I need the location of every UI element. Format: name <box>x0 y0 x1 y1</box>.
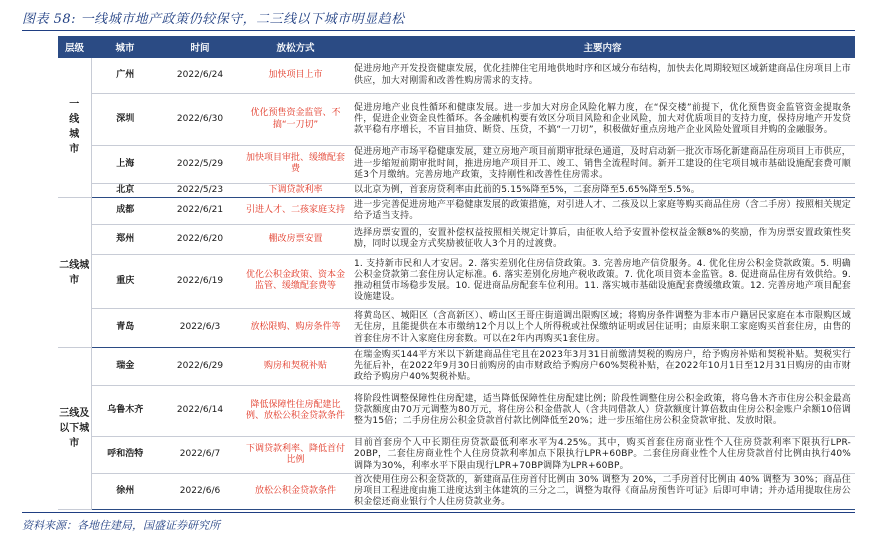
footer-rule <box>22 512 855 513</box>
table-row <box>58 225 855 254</box>
date-cell: 2022/6/14 <box>159 385 241 436</box>
method-cell: 优化公积金政策、资本金监管、缓缴配套费等 <box>241 254 350 308</box>
date-cell: 2022/6/29 <box>159 348 241 386</box>
date-cell: 2022/6/30 <box>159 94 241 146</box>
tier-cell <box>58 348 91 510</box>
policy-table <box>58 36 855 510</box>
table-row <box>58 308 855 348</box>
content-cell: 促进房地产开发投资健康发展，优化挂牌住宅用地供地时序和区域分布结构，加快去化周期较短区域新建商品住房项目上市供应，加大对刚需和改善性购房需求的支持。 <box>350 58 855 94</box>
date-cell: 2022/6/20 <box>159 225 241 254</box>
content-cell: 目前首套房个人中长期住房贷款最低利率水平为4.25%。其中，购买首套住房商业性个人住房贷款利率下限执行LPR-20BP，二套住房商业性个人住房贷款利率加点下限执行LPR+60BP。二套住房商业性个人住房贷款首付比例由执行40%调降为30%，利率水平下限由现行LPR+70BP调降为LPR+60BP。 <box>350 436 855 474</box>
city-cell: 成都 <box>91 197 159 224</box>
method-cell: 放松公积金贷款条件 <box>241 474 350 510</box>
date-cell: 2022/6/19 <box>159 254 241 308</box>
date-cell: 2022/6/3 <box>159 308 241 348</box>
table-row <box>58 474 855 510</box>
header-date: 时间 <box>159 36 241 58</box>
tier-cell <box>58 58 91 197</box>
city-cell: 郑州 <box>91 225 159 254</box>
date-cell: 2022/6/7 <box>159 436 241 474</box>
header-content: 主要内容 <box>350 36 855 58</box>
date-cell: 2022/5/23 <box>159 183 241 197</box>
policy-table-wrapper <box>58 36 855 510</box>
table-row <box>58 348 855 386</box>
table-row <box>58 94 855 146</box>
content-cell: 在瑞金购买144平方米以下新建商品住宅且在2023年3月31日前缴清契税的购房户，给予购房补贴和契税补贴。契税实行先征后补，在2022年9月30日前购房的由市财政给予购房户60%契税补贴，在2022年10月1日至12月31日购房的由市财政给予购房户40%契税补贴。 <box>350 348 855 386</box>
city-cell: 深圳 <box>91 94 159 146</box>
content-cell: 进一步完善促进房地产平稳健康发展的政策措施，对引进人才、二孩及以上家庭等购买商品住房（含二手房）按照相关规定给予适当支持。 <box>350 197 855 224</box>
table-row <box>58 254 855 308</box>
tier-label: 三线及以下城市 <box>59 408 90 450</box>
content-cell: 促进房地产市场平稳健康发展，建立房地产项目前期审批绿色通道，及时启动新一批次市场化新建商品住房项目上市供应，进一步缩短前期审批时间，推进房地产项目开工、竣工、销售全流程时间。新开工建设的住宅项目城市基础设施配套费可顺延3个月缴纳。完善房地产政策，支持刚性和改善性住房需求。 <box>350 145 855 183</box>
method-cell: 降低保障性住房配建比例、放松公积金贷款条件 <box>241 385 350 436</box>
table-row <box>58 58 855 94</box>
table-row <box>58 385 855 436</box>
content-cell: 1. 支持新市民和人才安居。2. 落实差别化住房信贷政策。3. 完善房地产信贷服务。4. 优化住房公积金贷款政策。5. 明确公积金贷款第二套住房认定标准。6. 落实差别化房地产税收政策。7. 优化项目资本金监管。8. 促进商品住房有效供给。9. 推动租赁市场稳步发展。10. 促进商品房配套车位利用。11. 落实城市基础设施配套费缓缴政策。12. 完善房地产项目配套设施建设。 <box>350 254 855 308</box>
city-cell: 徐州 <box>91 474 159 510</box>
content-cell: 首次使用住房公积金贷款的，新建商品住房首付比例由 30% 调整为 20%，二手房首付比例由 40% 调整为 30%；商品住房项目工程进度由施工进度达到主体建筑的三分之二，调整为取得《商品房预售许可证》后即可申请；并办适用提取住房公积金偿还商业银行个人住房贷款业务。 <box>350 474 855 510</box>
tier-label: 一线城市 <box>69 99 80 156</box>
content-cell: 促进房地产业良性循环和健康发展。进一步加大对房企风险化解力度，在“保交楼”前提下，优化预售资金监管资金提取条件，促进企业资金良性循环。各金融机构要有效区分项目风险和企业风险，加大对优质项目的支持力度，保持房地产开发贷款平稳有序增长，不盲目抽贷、断贷、压贷，不搞“一刀切”，积极做好重点房地产企业风险处置项目并购的金融服务。 <box>350 94 855 146</box>
city-cell: 北京 <box>91 183 159 197</box>
method-cell: 放松限购、购房条件等 <box>241 308 350 348</box>
city-cell: 瑞金 <box>91 348 159 386</box>
content-cell: 将黄岛区、城阳区（含高新区）、崂山区王哥庄街道调出限购区域；将购房条件调整为非本市户籍居民家庭在本市限购区域无住房，且能提供在本市缴纳12个月以上个人所得税或社保缴纳证明或居住证明；由原来职工家庭购买首套住房，由售的首套住房不计入家庭住房套数。可以在2年内再购买1套住房。 <box>350 308 855 348</box>
table-row <box>58 197 855 224</box>
city-cell: 重庆 <box>91 254 159 308</box>
method-cell: 引进人才、二孩家庭支持 <box>241 197 350 224</box>
header-tier: 层级 <box>58 36 91 58</box>
city-cell: 上海 <box>91 145 159 183</box>
table-row <box>58 145 855 183</box>
city-cell: 青岛 <box>91 308 159 348</box>
table-row <box>58 436 855 474</box>
content-cell: 选择房票安置的，安置补偿权益按照相关规定计算后，由征收人给予安置补偿权益金额8%的奖励，作为房票安置政策性奖励，同时以现金方式奖励被征收人3个月的过渡费。 <box>350 225 855 254</box>
content-cell: 以北京为例，首套房贷利率由此前的5.15%降至5%，二套房降至5.65%降至5.5%。 <box>350 183 855 197</box>
method-cell: 下调贷款利率、降低首付比例 <box>241 436 350 474</box>
tier-cell <box>58 197 91 347</box>
header-method: 放松方式 <box>241 36 350 58</box>
method-cell: 购房和契税补贴 <box>241 348 350 386</box>
date-cell: 2022/5/29 <box>159 145 241 183</box>
figure-title: 图表 58: 一线城市地产政策仍较保守，二三线以下城市明显趋松 <box>22 12 405 27</box>
method-cell: 加快项目上市 <box>241 58 350 94</box>
tier-label: 二线城市 <box>59 259 90 286</box>
table-row <box>58 183 855 197</box>
method-cell: 棚改房票安置 <box>241 225 350 254</box>
method-cell: 优化预售资金监管、不搞“一刀切” <box>241 94 350 146</box>
date-cell: 2022/6/24 <box>159 58 241 94</box>
method-cell: 加快项目审批、缓缴配套费 <box>241 145 350 183</box>
date-cell: 2022/6/6 <box>159 474 241 510</box>
source-note: 资料来源：各地住建局，国盛证券研究所 <box>22 519 220 532</box>
header-city: 城市 <box>91 36 159 58</box>
date-cell: 2022/6/21 <box>159 197 241 224</box>
content-cell: 将阶段性调整保障性住房配建，适当降低保障性住房配建比例；阶段性调整住房公积金政策，将乌鲁木齐市住房公积金最高贷款额度由70万元调整为80万元，将住房公积金借款人（含共同借款人）贷款额度计算倍数由住房公积金账户余额10倍调整为15倍；二手房住房公积金贷款首付款比例降低至20%；进一步压缩住房公积金贷款审批、发放时限。 <box>350 385 855 436</box>
city-cell: 乌鲁木齐 <box>91 385 159 436</box>
method-cell: 下调贷款利率 <box>241 183 350 197</box>
city-cell: 广州 <box>91 58 159 94</box>
table-header-row <box>58 36 855 58</box>
city-cell: 呼和浩特 <box>91 436 159 474</box>
title-rule <box>22 30 855 31</box>
